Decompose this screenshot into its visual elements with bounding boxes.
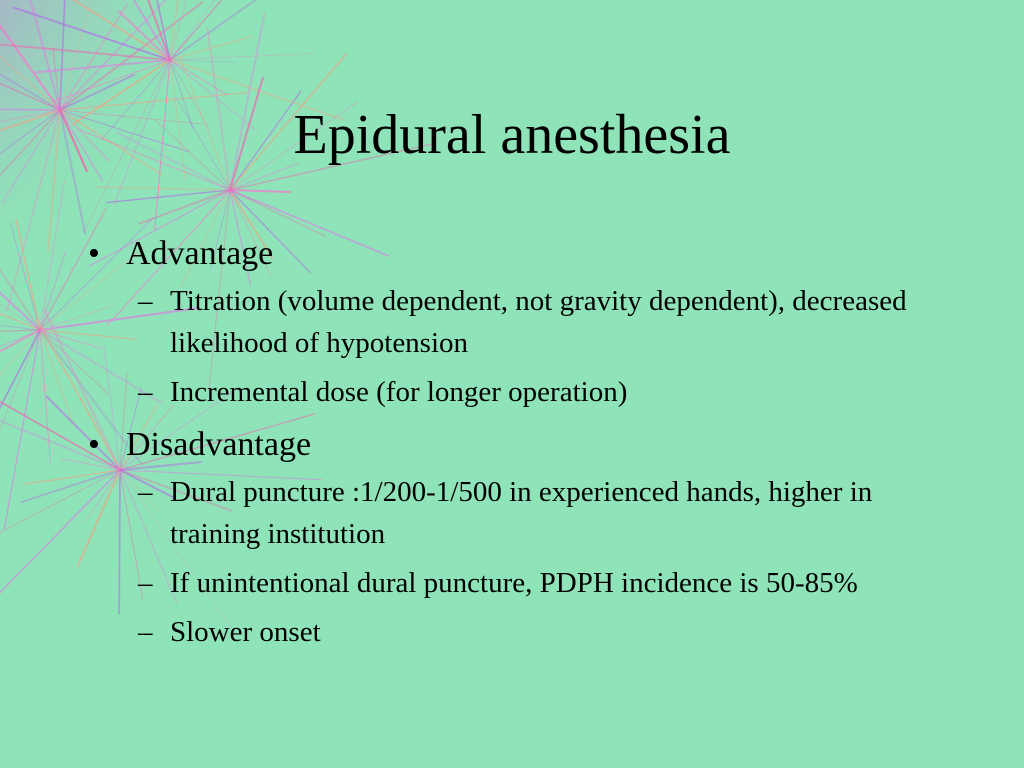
bullet-label: Advantage — [126, 235, 274, 272]
sub-bullet-pdph-incidence — [126, 562, 1024, 604]
bullet-advantage — [0, 232, 1024, 413]
dash-icon: – — [138, 376, 153, 408]
slide-title: Epidural anesthesia — [293, 104, 731, 166]
sub-bullet-slower-onset — [126, 611, 1024, 653]
bullet-list — [0, 232, 1024, 663]
dash-icon: – — [138, 616, 153, 648]
sub-bullet-list — [126, 471, 1024, 653]
dash-icon: – — [138, 476, 153, 508]
dash-icon: – — [138, 567, 153, 599]
sub-bullet-list — [126, 280, 1024, 413]
sub-bullet-text: Incremental dose (for longer operation) — [170, 376, 628, 408]
bullet-label: Disadvantage — [126, 426, 312, 463]
bullet-dot-icon: • — [88, 235, 100, 272]
sub-bullet-text: Slower onset — [170, 616, 321, 648]
bullet-dot-icon: • — [88, 426, 100, 463]
sub-bullet-text: Dural puncture :1/200-1/500 in experienced hands, higher in training institution — [170, 476, 873, 550]
dash-icon: – — [138, 285, 153, 317]
sub-bullet-titration — [126, 280, 1024, 364]
bullet-disadvantage — [0, 423, 1024, 653]
sub-bullet-text: If unintentional dural puncture, PDPH incidence is 50-85% — [170, 567, 858, 599]
sub-bullet-dural-puncture — [126, 471, 1024, 555]
sub-bullet-incremental-dose — [126, 371, 1024, 413]
sub-bullet-text: Titration (volume dependent, not gravity dependent), decreased likelihood of hypotension — [170, 285, 907, 359]
